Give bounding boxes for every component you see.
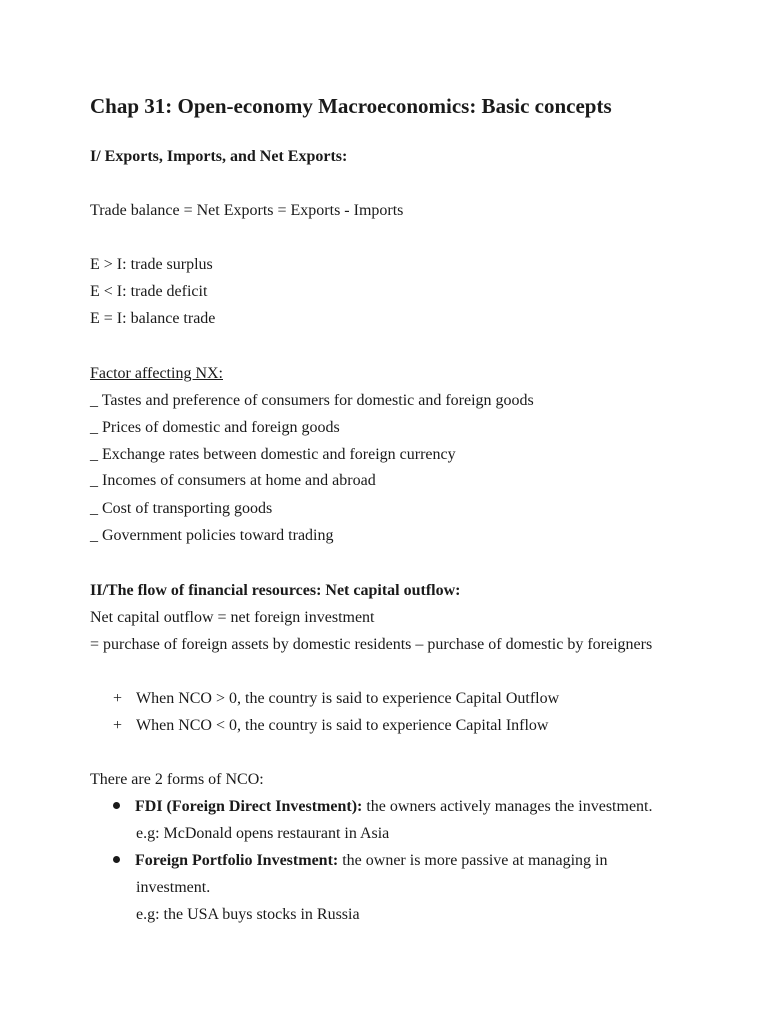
list-item-text: When NCO < 0, the country is said to experience Capital Inflow: [136, 717, 549, 734]
nco-forms-intro: There are 2 forms of NCO:: [90, 771, 264, 788]
page-title: Chap 31: Open-economy Macroeconomics: Basic concepts: [90, 94, 612, 118]
trade-balance-formula: Trade balance = Net Exports = Exports - Imports: [90, 202, 404, 219]
section-1-heading: I/ Exports, Imports, and Net Exports:: [90, 148, 348, 165]
list-item: [113, 690, 559, 708]
list-item-text: When NCO > 0, the country is said to experience Capital Outflow: [136, 690, 560, 707]
nco-definition: Net capital outflow = net foreign investment: [90, 609, 375, 626]
factor-item: _ Exchange rates between domestic and foreign currency: [90, 446, 456, 463]
form-example: e.g: the USA buys stocks in Russia: [136, 906, 360, 923]
condition-surplus: E > I: trade surplus: [90, 256, 213, 273]
factors-title: Factor affecting NX:: [90, 365, 223, 382]
form-title: FDI (Foreign Direct Investment):: [135, 798, 363, 815]
nco-formula: = purchase of foreign assets by domestic residents – purchase of domestic by foreigners: [90, 636, 653, 653]
plus-marker: +: [113, 690, 123, 707]
section-2-heading: II/The flow of financial resources: Net capital outflow:: [90, 582, 461, 599]
condition-deficit: E < I: trade deficit: [90, 283, 208, 300]
form-desc: the owners actively manages the investment.: [362, 798, 653, 815]
factor-item: _ Incomes of consumers at home and abroad: [90, 472, 376, 489]
plus-marker: +: [113, 717, 123, 734]
bullet-dot-icon: [113, 856, 120, 863]
list-item: [113, 717, 548, 735]
factor-item: _ Tastes and preference of consumers for domestic and foreign goods: [90, 392, 534, 409]
list-item: [113, 852, 607, 870]
form-desc: the owner is more passive at managing in: [338, 852, 608, 869]
list-item: [113, 798, 653, 816]
factor-item: _ Government policies toward trading: [90, 527, 334, 544]
form-title: Foreign Portfolio Investment:: [135, 852, 339, 869]
condition-balance: E = I: balance trade: [90, 310, 216, 327]
form-desc-continued: investment.: [136, 879, 211, 896]
bullet-dot-icon: [113, 802, 120, 809]
form-example: e.g: McDonald opens restaurant in Asia: [136, 825, 390, 842]
factor-item: _ Cost of transporting goods: [90, 500, 273, 517]
factor-item: _ Prices of domestic and foreign goods: [90, 419, 340, 436]
